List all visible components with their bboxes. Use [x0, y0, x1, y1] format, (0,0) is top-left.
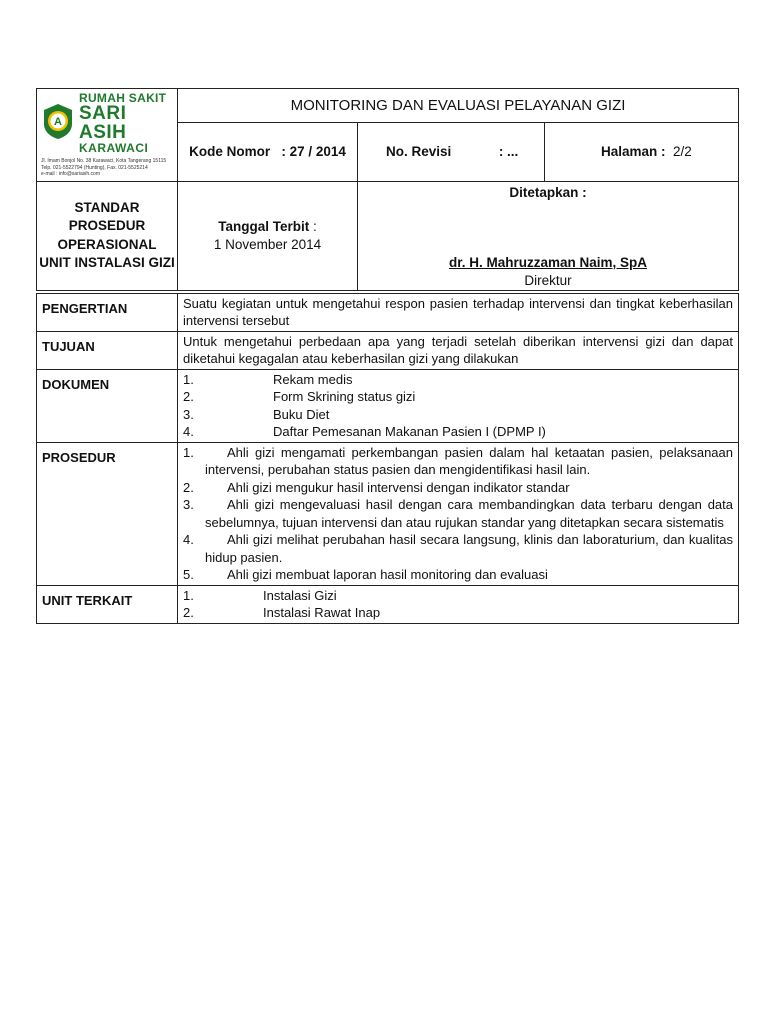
signer-name: dr. H. Mahruzzaman Naim, SpA: [448, 254, 648, 270]
list-item-text: Form Skrining status gizi: [273, 389, 416, 404]
list-item-text: Instalasi Rawat Inap: [263, 605, 381, 620]
list-item: [183, 587, 733, 605]
revisi-value: : ...: [498, 143, 519, 159]
procedure-step-number: 1.: [183, 444, 194, 460]
spo-line-1: STANDAR: [74, 199, 140, 215]
procedure-step: [183, 531, 733, 566]
dokumen-list: [178, 369, 739, 442]
procedure-step: [183, 566, 733, 584]
revisi-cell: [358, 123, 545, 181]
list-item-text: Instalasi Gizi: [263, 587, 337, 603]
procedure-step: [183, 444, 733, 479]
procedure-step-text: Ahli gizi melihat perubahan hasil secara langsung, klinis dan laboraturium, dan kualitas: [227, 532, 733, 547]
ditetapkan-cell: [358, 181, 739, 290]
procedure-step-text: Ahli gizi mengamati perkembangan pasien dalam hal ketaatan pasien, pelaksanaan: [227, 444, 733, 460]
list-item: [183, 388, 733, 406]
procedure-step-continuation: intervensi, perubahan status pasien dan mengidentifikasi hasil lain.: [205, 462, 591, 477]
tujuan-text: Untuk mengetahui perbedaan apa yang terjadi setelah diberikan intervensi gizi dan dapat diketahui kegagalan atau keberhasilan gizi yang dilakukan: [178, 331, 739, 369]
spo-line-2: PROSEDUR: [68, 218, 146, 233]
row-unit-terkait: [37, 585, 739, 623]
hospital-name: [79, 92, 173, 154]
procedure-step-number: 2.: [183, 479, 194, 495]
signer-title: Direktur: [524, 272, 572, 288]
dokumen-label: DOKUMEN: [37, 369, 178, 442]
prosedur-label: PROSEDUR: [37, 442, 178, 585]
ditetapkan-label: Ditetapkan :: [509, 184, 587, 200]
list-item-number: 2.: [183, 389, 194, 404]
tanggal-terbit-label: Tanggal Terbit: [218, 218, 310, 234]
procedure-step-text: Ahli gizi membuat laporan hasil monitoring dan evaluasi: [227, 567, 548, 582]
tanggal-terbit-colon: :: [309, 218, 317, 234]
list-item-number: 2.: [183, 605, 194, 620]
unit-terkait-list: [178, 585, 739, 623]
list-item-number: 1.: [183, 587, 194, 603]
hospital-phone: Telp. 021-5522794 (Hunting), Fax. 021-5525214: [41, 164, 148, 171]
spo-line-4: UNIT INSTALASI GIZI: [39, 255, 175, 270]
hospital-name-line1: RUMAH SAKIT: [79, 91, 167, 105]
prosedur-list: [178, 442, 739, 585]
kode-nomor-cell: [178, 123, 358, 181]
spo-title-cell: [37, 181, 178, 290]
list-item-text: Buku Diet: [273, 406, 330, 422]
halaman-value: 2/2: [673, 143, 692, 159]
halaman-label: Halaman :: [601, 143, 666, 159]
procedure-step-number: 4.: [183, 532, 194, 547]
list-item-text: Daftar Pemesanan Makanan Pasien I (DPMP I): [273, 424, 546, 439]
row-dokumen: [37, 369, 739, 442]
list-item: [183, 371, 733, 389]
hospital-logo-block: [37, 89, 178, 182]
hospital-logo-icon: [41, 102, 75, 145]
list-item-number: 3.: [183, 406, 194, 422]
tujuan-label: TUJUAN: [37, 331, 178, 369]
hospital-address: Jl. Imam Bonjol No. 38 Karawaci, Kota Tangerang 15115: [41, 158, 167, 164]
revisi-label: No. Revisi: [386, 143, 452, 159]
procedure-step-continuation: hidup pasien.: [205, 549, 283, 565]
kode-nomor-label: Kode Nomor: [189, 143, 271, 159]
hospital-email: e-mail : info@sariasih.com: [41, 171, 100, 177]
sop-content-table: [36, 293, 739, 624]
hospital-name-line2: SARI ASIH: [79, 103, 127, 143]
procedure-step-text: Ahli gizi mengevaluasi hasil dengan cara membandingkan data terbaru dengan data: [227, 497, 733, 512]
list-item-number: 4.: [183, 424, 194, 439]
procedure-step-number: 3.: [183, 497, 194, 512]
pengertian-text: Suatu kegiatan untuk mengetahui respon pasien terhadap intervensi dan tingkat keberhasilan intervensi tersebut: [178, 293, 739, 331]
list-item: [183, 423, 733, 441]
list-item: [183, 406, 733, 424]
procedure-step-number: 5.: [183, 567, 194, 582]
tanggal-terbit-cell: [178, 181, 358, 290]
list-item: [183, 604, 733, 622]
row-pengertian: [37, 293, 739, 331]
row-prosedur: [37, 442, 739, 585]
row-tujuan: [37, 331, 739, 369]
sop-header-table: [36, 88, 739, 291]
pengertian-label: PENGERTIAN: [37, 293, 178, 331]
hospital-name-line3: KARAWACI: [79, 141, 149, 155]
tanggal-terbit-value: 1 November 2014: [213, 236, 322, 252]
unit-terkait-label: UNIT TERKAIT: [37, 585, 178, 623]
procedure-step: [183, 496, 733, 531]
spo-line-3: OPERASIONAL: [57, 236, 157, 252]
procedure-step: [183, 479, 733, 497]
kode-nomor-value: : 27 / 2014: [281, 143, 346, 159]
procedure-step-continuation: sebelumnya, tujuan intervensi dan atau rujukan standar yang ditetapkan secara sistematis: [205, 514, 724, 530]
list-item-text: Rekam medis: [273, 371, 353, 387]
hospital-contact: [41, 158, 173, 178]
svg-text:A: A: [54, 115, 62, 128]
sop-document: [36, 88, 738, 624]
list-item-number: 1.: [183, 371, 194, 387]
document-title: MONITORING DAN EVALUASI PELAYANAN GIZI: [178, 89, 739, 123]
procedure-step-text: Ahli gizi mengukur hasil intervensi dengan indikator standar: [227, 479, 570, 495]
halaman-cell: [545, 123, 739, 181]
